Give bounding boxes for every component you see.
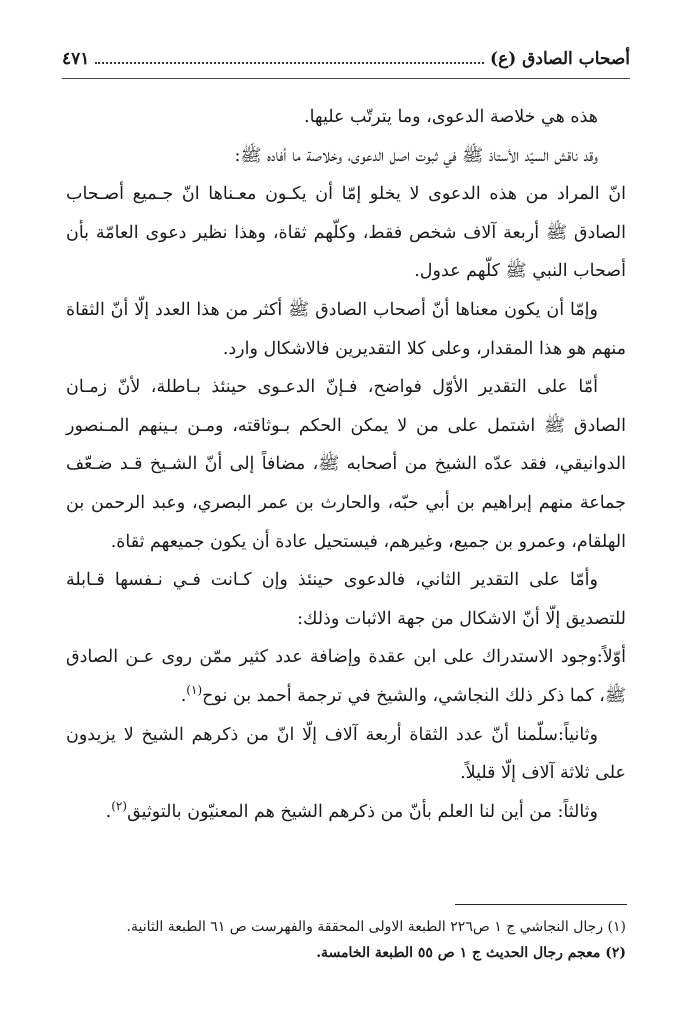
footnote-1: (١) رجال النجاشي ج ١ ص٢٢٦ الطبعة الاولى المحققة والفهرست ص ٦١ الطبعة الثانية. bbox=[126, 919, 626, 935]
paragraph: هذه هي خلاصة الدعوى، وما يترتّب عليها. bbox=[304, 107, 598, 127]
header-rule bbox=[62, 78, 630, 79]
page-number: ٤٧١ bbox=[62, 49, 90, 69]
footnote-ref-2: (٢) bbox=[111, 798, 128, 813]
paragraph-with-footnote: أوّلاً:وجود الاستدراك على ابن عقدة وإضافة عدد كثير ممّن روى عـن الصادق ﷺ، كما ذكر ذلك النجاشي، والشيخ في ترجمة أحمد بن نوح$^{(١)}$. bbox=[66, 647, 626, 706]
paragraph-with-footnote: وثالثاً: من أين لنا العلم بأنّ من ذكرهم الشيخ هم المعنيّون بالتوثيق$^{(٢)}$. bbox=[105, 798, 598, 822]
dot-leader bbox=[95, 62, 484, 64]
paragraph: وقد ناقش السيّد الأستاذ ﷺ في ثبوت اصل الدعوى، وخلاصة ما أفاده ﷺ: bbox=[234, 145, 598, 166]
footnote-ref-1: (١) bbox=[186, 683, 203, 698]
paragraph: وثانياً:سلّمنا أنّ عدد الثقاة أربعة آلاف إلّا انّ من ذكرهم الشيخ لا يزيدون على ثلاثة آلاف إلّا قليلاً. bbox=[66, 724, 626, 784]
paragraph: أمّا على التقدير الأوّل فواضح، فـإنّ الدعـوى حينئذ بـاطلة، لأنّ زمـان الصادق ﷺ اشتمل على من لا يمكن الحكم بـوثاقته، ومـن بـينهم المـنصور الدوانيقي، فقد عدّه الشيخ من أصحابه ﷺ، مضافاً إلى أنّ الشـيخ قـد ضـعّف جماعة منهم إبراهيم بن أبي حبّه، والحارث بن عمر البصري، وعبد الرحمن بن الهلقام، وعمرو بن جميع، وغيرهم، فيستحيل عادة أن يكون جميعهم ثقاة. bbox=[66, 377, 626, 552]
body-text bbox=[66, 98, 626, 831]
paragraph: انّ المراد من هذه الدعوى لا يخلو إمّا أن يكـون معـناها انّ جـميع أصـحاب الصادق ﷺ أربعة آلاف شخص فقط، وكلّهم ثقاة، وهذا نظير دعوى العامّة بأن أصحاب النبي ﷺ كلّهم عدول. bbox=[66, 184, 626, 282]
running-title: أصحاب الصادق (ع) bbox=[490, 49, 630, 69]
footnotes bbox=[66, 914, 626, 966]
footnote-rule bbox=[455, 904, 627, 905]
footnote-2: (٢) معجم رجال الحديث ج ١ ص ٥٥ الطبعة الخامسة. bbox=[316, 945, 626, 961]
paragraph: وأمّا على التقدير الثاني، فالدعوى حينئذ وإن كـانت فـي نـفسها قـابلة للتصديق إلّا أنّ الاشكال من جهة الاثبات وذلك: bbox=[66, 570, 626, 629]
paragraph-text: وثالثاً: من أين لنا العلم بأنّ من ذكرهم الشيخ هم المعنيّون بالتوثيق bbox=[127, 801, 598, 822]
paragraph-text: أوّلاً:وجود الاستدراك على ابن عقدة وإضافة عدد كثير ممّن روى عـن الصادق ﷺ، كما ذكر ذلك النجاشي، والشيخ في ترجمة أحمد بن نوح bbox=[66, 647, 626, 706]
paragraph: وإمّا أن يكون معناها أنّ أصحاب الصادق ﷺ أكثر من هذا العدد إلّا أنّ الثقاة منهم هو هذا المقدار، وعلى كلا التقديرين فالاشكال وارد. bbox=[66, 299, 626, 359]
running-header bbox=[62, 44, 630, 74]
